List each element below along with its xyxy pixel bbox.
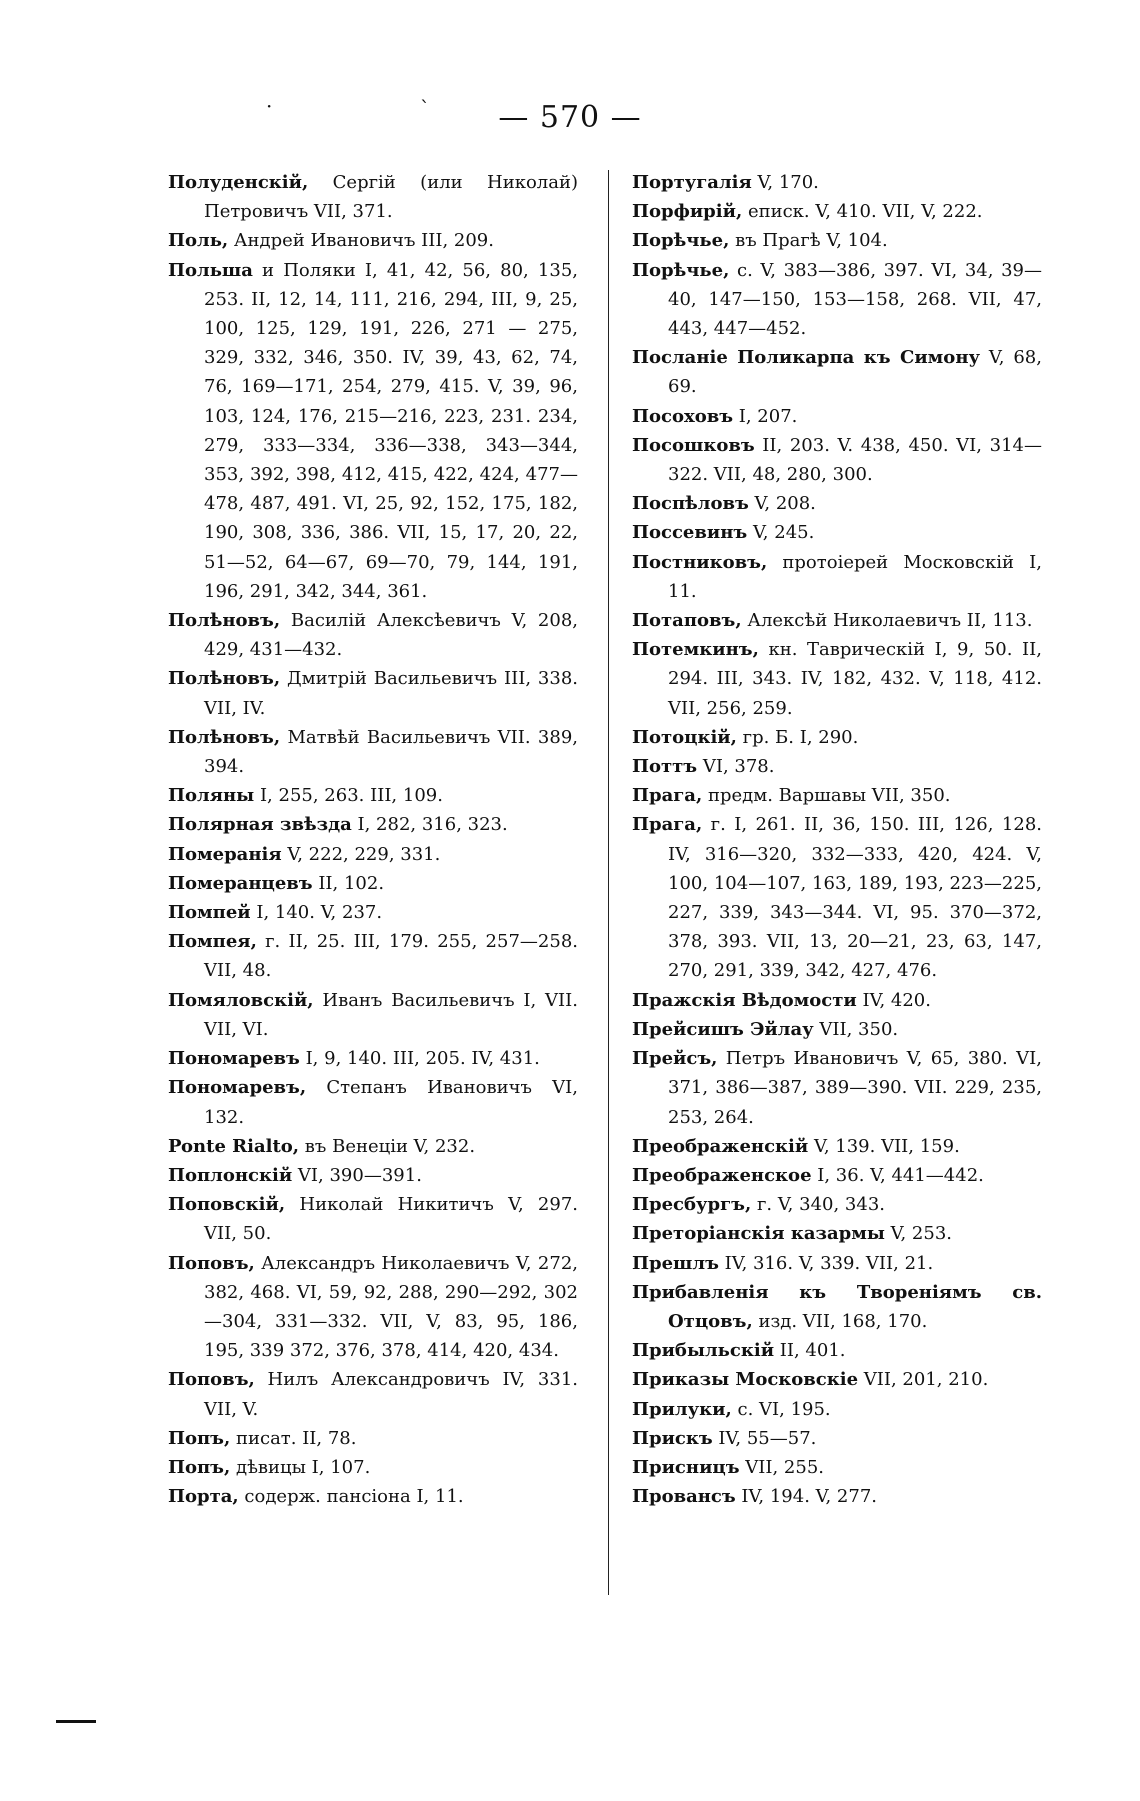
index-entry [632,1336,1042,1365]
entry-references: Матвѣй Васильевичъ VII. 389, 394. [204,726,578,778]
index-entry [168,1190,578,1248]
index-entry [168,256,578,606]
entry-heading: Посланіе Поликарпа къ Симону [632,347,981,369]
entry-heading: Поль, [168,230,229,252]
entry-heading: Преторіанскія казармы [632,1223,885,1245]
index-entry [168,1161,578,1190]
entry-references: въ Прагѣ V, 104. [729,230,888,252]
entry-heading: Прейсишъ Эйлау [632,1018,814,1040]
entry-references: Александръ Николаевичъ V, 272, 382, 468. VI, 59, 92, 288, 290—292, 302—304, 331—332. VII, V, 83, 95, 186, 195, 339 372, 376, 378, 414, 420, 434. [204,1252,578,1362]
entry-heading: Присницъ [632,1456,740,1478]
index-entry [632,1453,1042,1482]
entry-heading: Прага, [632,785,703,807]
entry-heading: Порѣчье, [632,259,730,281]
entry-references: протоіерей Московскій I, 11. [668,551,1042,602]
entry-heading: Пономаревъ [168,1048,300,1070]
entry-heading: Поляны [168,785,255,807]
index-entry [168,226,578,255]
entry-heading: Провансъ [632,1486,736,1508]
entry-references: VII, 201, 210. [858,1369,989,1391]
index-entry [632,1249,1042,1278]
entry-heading: Помпей [168,902,251,924]
entry-heading: Приказы Московскіе [632,1369,859,1391]
entry-references: въ Венеціи V, 232. [299,1135,476,1157]
index-entry [168,1482,578,1511]
entry-references: Николай Никитичъ V, 297. VII, 50. [204,1194,578,1245]
entry-references: Степанъ Ивановичъ VI, 132. [204,1077,578,1128]
entry-references: VII, 350. [813,1018,899,1040]
entry-heading: Прейсъ, [632,1048,718,1070]
column-divider [608,170,609,1595]
index-entry [168,840,578,869]
index-entry [632,1424,1042,1453]
entry-references: VI, 378. [697,756,775,778]
stray-mark: ` [420,96,430,120]
entry-references: Василій Алексѣевичъ V, 208, 429, 431—432. [204,610,578,661]
index-entry [632,548,1042,606]
index-entry [632,810,1042,985]
entry-references: V, 245. [747,522,815,544]
entry-references: V, 222, 229, 331. [281,843,441,865]
entry-heading: Португалія [632,172,752,193]
entry-heading: Порта, [168,1486,239,1508]
entry-heading: Пражскія Вѣдомости [632,989,857,1011]
entry-references: Иванъ Васильевичъ I, VII. VII, VI. [204,989,578,1040]
index-entry [168,1132,578,1161]
entry-references: с. V, 383—386, 397. VI, 34, 39—40, 147—150, 153—158, 268. VII, 47, 443, 447—452. [668,259,1042,340]
entry-heading: Прага, [632,814,703,836]
entry-heading: Поттъ [632,756,698,778]
index-entry [632,256,1042,344]
entry-references: г. V, 340, 343. [751,1194,885,1216]
index-entry [632,1190,1042,1219]
index-entry [632,781,1042,810]
entry-references: гр. Б. I, 290. [736,726,859,748]
entry-heading: Полярная звѣзда [168,814,352,836]
entry-references: I, 207. [733,405,798,427]
entry-heading: Порѣчье, [632,230,730,252]
entry-heading: Поповскій, [168,1194,286,1216]
index-entry [168,168,578,226]
entry-heading: Поповъ, [168,1252,255,1274]
index-entry [632,168,1042,197]
corner-mark [56,1720,96,1723]
entry-references: V, 253. [884,1223,953,1245]
entry-heading: Потемкинъ, [632,639,759,661]
index-entry [168,723,578,781]
index-entry [632,1132,1042,1161]
entry-heading: Поссевинъ [632,522,748,544]
entry-references: кн. Таврическій I, 9, 50. II, 294. III, 343. IV, 182, 432. V, 118, 412. VII, 256, 259. [668,639,1042,719]
entry-heading: Помяловскій, [168,989,314,1011]
entry-references: V, 139. VII, 159. [808,1135,960,1157]
entry-references: IV, 420. [856,989,931,1011]
entry-heading: Прибыльскій [632,1340,775,1362]
entry-heading: Померанія [168,843,282,865]
index-entry [632,606,1042,635]
entry-references: V, 68, 69. [668,347,1042,398]
entry-references: Сергій (или Николай) Петровичъ VII, 371. [204,172,578,223]
index-entry [168,986,578,1044]
index-entry [168,664,578,722]
index-entry [168,810,578,839]
entry-heading: Полѣновъ, [168,668,281,690]
index-entry [632,1044,1042,1132]
entry-references: I, 255, 263. III, 109. [254,785,443,807]
entry-references: VII, 255. [739,1456,824,1478]
page-number: — 570 — [498,100,642,135]
entry-heading: Ponte Rialto, [168,1135,300,1157]
index-entry [168,606,578,664]
entry-references: IV, 55—57. [712,1427,817,1449]
index-entry [632,489,1042,518]
entry-heading: Попъ, [168,1427,231,1449]
index-entry [168,1453,578,1482]
entry-references: I, 282, 316, 323. [351,814,508,836]
index-entry [168,1073,578,1131]
entry-references: Алексѣй Николаевичъ II, 113. [741,610,1033,632]
index-entry [632,723,1042,752]
entry-references: писат. II, 78. [230,1427,357,1449]
index-entry [632,1219,1042,1248]
entry-references: II, 401. [774,1340,846,1362]
entry-heading: Поспѣловъ [632,493,749,515]
entry-heading: Полуденскій, [168,172,309,193]
index-entry [632,226,1042,255]
entry-heading: Постниковъ, [632,551,768,573]
entry-references: г. II, 25. III, 179. 255, 257—258. VII, 48. [204,931,578,982]
entry-references: Андрей Ивановичъ III, 209. [228,230,494,252]
index-entry [632,1365,1042,1394]
entry-heading: Полѣновъ, [168,610,281,632]
index-entry [632,431,1042,489]
entry-heading: Полѣновъ, [168,726,281,748]
index-entry [632,518,1042,547]
entry-heading: Потоцкій, [632,726,737,748]
index-entry [632,635,1042,723]
entry-heading: Прискъ [632,1427,713,1449]
index-entry [632,752,1042,781]
index-entry [632,197,1042,226]
entry-references: еписк. V, 410. VII, V, 222. [742,201,983,223]
entry-heading: Попъ, [168,1456,231,1478]
entry-heading: Прилуки, [632,1398,732,1420]
index-entry [168,869,578,898]
entry-heading: Прешлъ [632,1252,719,1274]
entry-references: I, 140. V, 237. [250,902,383,924]
index-entry [632,986,1042,1015]
entry-references: V, 170. [751,172,819,193]
index-entry [168,927,578,985]
entry-heading: Посошковъ [632,434,755,456]
index-entry [168,1249,578,1366]
entry-references: дѣвицы I, 107. [230,1456,371,1478]
entry-references: IV, 194. V, 277. [735,1486,878,1508]
entry-heading: Пресбургъ, [632,1194,752,1216]
entry-heading: Посоховъ [632,405,734,427]
index-entry [168,1424,578,1453]
entry-references: II, 203. V. 438, 450. VI, 314—322. VII, 48, 280, 300. [668,434,1042,486]
index-column-right [632,168,1042,1511]
entry-references: I, 36. V, 441—442. [811,1164,984,1186]
entry-references: I, 9, 140. III, 205. IV, 431. [299,1048,540,1070]
entry-heading: Преображенскій [632,1135,809,1157]
entry-references: V, 208. [748,493,816,515]
entry-references: IV, 316. V, 339. VII, 21. [718,1252,934,1274]
entry-references: содерж. пансіона I, 11. [238,1486,464,1508]
entry-heading: Потаповъ, [632,610,742,632]
index-entry [632,1482,1042,1511]
stray-mark: · [266,94,273,118]
entry-heading: Порфирій, [632,201,743,223]
index-entry [632,343,1042,401]
entry-references: Петръ Ивановичъ V, 65, 380. VI, 371, 386—387, 389—390. VII. 229, 235, 253, 264. [668,1048,1042,1128]
entry-heading: Пономаревъ, [168,1077,307,1099]
index-column-left [168,168,578,1511]
index-entry [632,1278,1042,1336]
index-entry [632,1015,1042,1044]
entry-heading: Преображенское [632,1164,812,1186]
entry-references: изд. VII, 168, 170. [752,1310,928,1332]
index-entry [168,898,578,927]
entry-references: с. VI, 195. [731,1398,831,1420]
index-entry [168,1365,578,1423]
entry-heading: Польша [168,259,253,281]
index-entry [632,402,1042,431]
entry-references: г. I, 261. II, 36, 150. III, 126, 128. IV, 316—320, 332—333, 420, 424. V, 100, 104—107, 163, 189, 193, 223—225, 227, 339, 343—344. VI, 95. 370—372, 378, 393. VII, 13, 20—21, 23, 63, 147, 270, 291, 339, 342, 427, 476. [668,814,1042,982]
entry-references: VI, 390—391. [292,1164,422,1186]
index-entry [632,1161,1042,1190]
index-entry [632,1395,1042,1424]
index-entry [168,781,578,810]
entry-heading: Поплонскій [168,1164,293,1186]
entry-heading: Поповъ, [168,1369,255,1391]
entry-references: II, 102. [312,872,385,894]
entry-heading: Прибавленія къ Твореніямъ св. Отцовъ, [632,1281,1042,1332]
entry-heading: Померанцевъ [168,872,313,894]
entry-heading: Помпея, [168,931,257,953]
entry-references: предм. Варшавы VII, 350. [702,785,951,807]
index-entry [168,1044,578,1073]
entry-references: Нилъ Александровичъ IV, 331. VII, V. [204,1369,578,1420]
entry-references: Дмитрій Васильевичъ III, 338. VII, IV. [204,668,578,719]
entry-references: и Поляки I, 41, 42, 56, 80, 135, 253. II, 12, 14, 111, 216, 294, III, 9, 25, 100, 125, 129, 191, 226, 271 — 275, 329, 332, 346, 350. IV, 39, 43, 62, 74, 76, 169—171, 254, 279, 415. V, 39, 96, 103, 124, 176, 215—216, 223, 231. 234, 279, 333—334, 336—338, 343—344, 353, 392, 398, 412, 415, 422, 424, 477—478, 487, 491. VI, 25, 92, 152, 175, 182, 190, 308, 336, 386. VII, 15, 17, 20, 22, 51—52, 64—67, 69—70, 79, 144, 191, 196, 291, 342, 344, 361. [204,259,578,602]
